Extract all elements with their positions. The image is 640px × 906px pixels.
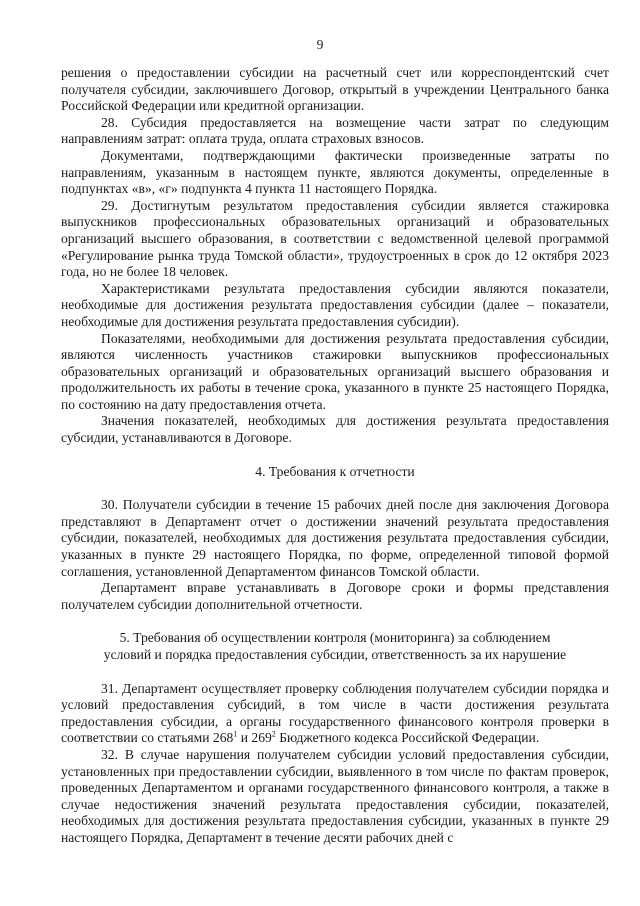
section-5-heading [61,630,609,663]
section-5-heading-line1: 5. Требования об осуществлении контроля (мониторинга) за соблюдением [119,630,551,646]
paragraph-30: 30. Получатели субсидии в течение 15 рабочих дней после дня заключения Договора представляют в Департамент отчет о достижении значений результата предоставления субсидии, показателей, необходимых для достижения результата предоставления субсидии, указанных в пункте 29 настоящего Порядка, по форме, определенной типовой формой соглашения, установленной Департаментом финансов Томской области. [61,497,609,579]
paragraph-29-values: Значения показателей, необходимых для достижения результата предоставления субсидии, устанавливаются в Договоре. [61,413,609,446]
page-number: 9 [316,37,324,52]
superscript-2: 2 [271,729,276,739]
paragraph-31 [61,681,609,747]
paragraph-continuation: решения о предоставлении субсидии на расчетный счет или корреспондентский счет получателя субсидии, заключившего Договор, открытый в учреждении Центрального банка Российской Федерации или кредитной организации. [61,65,609,114]
paragraph-32: 32. В случае нарушения получателем субсидии условий предоставления субсидии, установленных при предоставлении субсидии, выявленного в том числе по фактам проверок, проведенных Департаментом и органами государственного финансового контроля, а также в случае недостижения значений результата предоставления субсидии, показателей, необходимых для достижения результата предоставления субсидии, указанных в пункте 29 настоящего Порядка, Департамент в течение десяти рабочих дней с [61,746,609,845]
paragraph-29: 29. Достигнутым результатом предоставления субсидии является стажировка выпускников профессиональных образовательных организаций и образовательных организаций высшего образования, в соответствии с ведомственной целевой программой «Регулирование рынка труда Томской области», трудоустроенных в срок до 12 октября 2023 года, но не более 18 человек. [61,197,609,280]
document-body [61,65,609,847]
section-4-heading: 4. Требования к отчетности [255,463,415,479]
superscript-1: 1 [233,729,238,739]
paragraph-31-text-end: Бюджетного кодекса Российской Федерации. [275,730,540,746]
paragraph-28-documents: Документами, подтверждающими фактически произведенные затраты по направлениям, указанным в настоящем пункте, являются документы, определенные в подпунктах «в», «г» подпункта 4 пункта 11 настоящего Порядка. [61,147,609,197]
section-5-heading-line2: условий и порядка предоставления субсидии, ответственность за их нарушение [103,647,567,662]
paragraph-31-text-mid: и 269 [237,730,272,746]
paragraph-28: 28. Субсидия предоставляется на возмещение части затрат по следующим направлениям затрат: оплата труда, оплата страховых взносов. [61,114,609,147]
paragraph-29-characteristics: Характеристиками результата предоставления субсидии являются показатели, необходимые для достижения результата предоставления субсидии (далее – показатели, необходимые для достижения результата предоставления субсидии). [61,280,609,329]
paragraph-29-indicators: Показателями, необходимыми для достижения результата предоставления субсидии, являются численность участников стажировки выпускников профессиональных образовательных организаций и образовательных организаций высшего образования и продолжительность их работы в течение срока, указанного в пункте 25 настоящего Порядка, по состоянию на дату предоставления отчета. [61,330,609,412]
paragraph-30-additional: Департамент вправе устанавливать в Договоре сроки и формы представления получателем субсидии дополнительной отчетности. [61,580,609,612]
paragraph-31-text-start: 31. Департамент осуществляет проверку соблюдения получателем субсидии порядка и условий предоставления субсидий, в том числе в части достижения результата предоставления субсидии, а органы государственного финансового контроля проверки в соответствии со статьями 268 [61,680,609,746]
